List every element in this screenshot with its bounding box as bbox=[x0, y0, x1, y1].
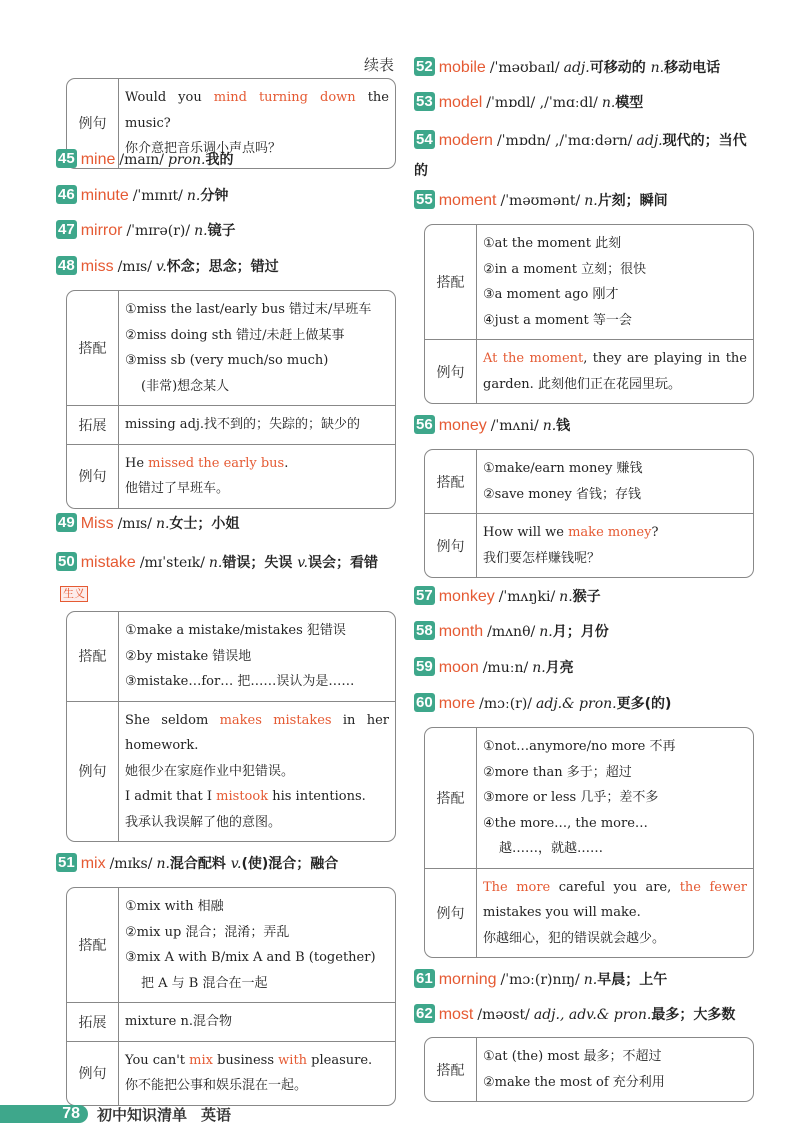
text-segment: the music? bbox=[125, 90, 389, 131]
usage-table bbox=[66, 611, 396, 842]
definition bbox=[194, 223, 235, 239]
row-content bbox=[477, 1038, 753, 1101]
content-line bbox=[125, 1073, 389, 1099]
text-segment: ①at the moment 此刻 bbox=[483, 236, 622, 251]
text-segment: careful you are, bbox=[550, 879, 680, 895]
row-content bbox=[477, 869, 753, 958]
usage-table bbox=[424, 224, 754, 404]
highlighted-phrase: with bbox=[278, 1052, 308, 1068]
headword: miss bbox=[80, 258, 114, 275]
definition bbox=[168, 152, 234, 168]
headword: monkey bbox=[438, 588, 495, 605]
row-content bbox=[477, 450, 753, 513]
phonetic: /ˈmɪrə(r)/ bbox=[126, 223, 191, 239]
text-segment: 你越细心，犯的错误就会越少。 bbox=[483, 930, 666, 946]
text-segment: She seldom bbox=[125, 712, 220, 728]
content-line bbox=[125, 476, 389, 502]
text-segment: his intentions. bbox=[268, 789, 366, 804]
phonetic: /ˈmʌni/ bbox=[490, 418, 539, 434]
meaning: 月亮 bbox=[545, 660, 574, 676]
definition bbox=[532, 660, 573, 676]
content-line bbox=[483, 811, 747, 837]
text-segment: (非常)想念某人 bbox=[141, 378, 230, 394]
table-row bbox=[425, 513, 753, 577]
row-content bbox=[119, 702, 395, 842]
text-segment: ②save money 省钱；存钱 bbox=[483, 486, 641, 502]
meaning: 模型 bbox=[615, 95, 644, 111]
page-number: 78 bbox=[0, 1105, 88, 1123]
word-entry bbox=[414, 968, 667, 991]
text-segment: business bbox=[212, 1052, 279, 1068]
phonetic: /ˈməʊbaɪl/ bbox=[489, 60, 560, 76]
entry-number-badge: 56 bbox=[416, 416, 433, 433]
text-segment: ④just a moment 等一会 bbox=[483, 312, 632, 328]
word-entry bbox=[414, 692, 671, 715]
row-label: 例句 bbox=[67, 702, 119, 842]
definition bbox=[187, 188, 228, 204]
content-line bbox=[125, 945, 389, 971]
sense-tag: 生义 bbox=[60, 586, 88, 602]
row-content bbox=[477, 225, 753, 339]
highlighted-phrase: At the moment bbox=[483, 351, 584, 366]
text-segment: ③a moment ago 刚才 bbox=[483, 287, 619, 302]
table-row bbox=[67, 888, 395, 1002]
content-line bbox=[483, 900, 747, 926]
part-of-speech: adj.& pron. bbox=[536, 696, 617, 712]
word-entry bbox=[414, 91, 643, 114]
text-segment: 你不能把公事和娱乐混在一起。 bbox=[125, 1078, 308, 1093]
entry-number-badge: 60 bbox=[416, 694, 433, 711]
content-line bbox=[125, 784, 389, 810]
definition bbox=[584, 193, 667, 209]
row-content bbox=[119, 406, 395, 444]
phonetic: /mɪks/ bbox=[109, 856, 153, 872]
phonetic: /maɪn/ bbox=[119, 152, 164, 168]
part-of-speech: n. bbox=[156, 856, 170, 872]
part-of-speech: n. bbox=[208, 555, 223, 571]
text-segment: ②by mistake 错误地 bbox=[125, 648, 252, 664]
headword: mine bbox=[80, 151, 116, 168]
text-segment: mixture n.混合物 bbox=[125, 1014, 232, 1029]
usage-table bbox=[424, 449, 754, 578]
content-line bbox=[125, 374, 389, 400]
row-label: 拓展 bbox=[67, 406, 119, 444]
word-entry bbox=[414, 620, 609, 643]
row-label: 例句 bbox=[425, 514, 477, 577]
part-of-speech: v. bbox=[230, 856, 242, 872]
text-segment: 你介意把音乐调小声点吗？ bbox=[125, 141, 282, 156]
part-of-speech: n. bbox=[583, 972, 598, 988]
highlighted-phrase: missed the early bus bbox=[148, 455, 285, 471]
meaning: 混合配料 bbox=[169, 856, 226, 872]
part-of-speech: n. bbox=[186, 188, 201, 204]
row-label: 搭配 bbox=[425, 1038, 477, 1101]
entry-number-badge: 53 bbox=[416, 93, 433, 110]
content-line bbox=[483, 734, 747, 760]
meaning: 可移动的 bbox=[589, 60, 646, 76]
row-label: 搭配 bbox=[425, 728, 477, 868]
entry-number-badge: 57 bbox=[416, 587, 433, 604]
content-line bbox=[483, 546, 747, 572]
headword: most bbox=[438, 1006, 474, 1023]
content-line bbox=[483, 456, 747, 482]
text-segment: in her bbox=[331, 712, 389, 728]
table-row bbox=[67, 1041, 395, 1105]
part-of-speech: n. bbox=[539, 624, 553, 640]
word-entry bbox=[56, 148, 234, 171]
part-of-speech: n. bbox=[601, 95, 616, 111]
phonetic: /ˈməʊmənt/ bbox=[500, 193, 581, 209]
content-line bbox=[483, 836, 747, 862]
part-of-speech: adj. bbox=[636, 133, 663, 149]
word-entry bbox=[414, 126, 749, 186]
meaning: 我的 bbox=[205, 152, 234, 168]
right-column bbox=[414, 0, 754, 1100]
part-of-speech: n. bbox=[542, 418, 557, 434]
table-row bbox=[425, 225, 753, 339]
part-of-speech: n. bbox=[559, 589, 573, 605]
highlighted-phrase: mind turning down bbox=[213, 90, 356, 105]
text-segment: 把 A 与 B 混合在一起 bbox=[141, 975, 268, 991]
meaning: 镜子 bbox=[207, 223, 236, 239]
entry-number-badge: 54 bbox=[416, 131, 433, 148]
entry-number-badge: 58 bbox=[416, 622, 433, 639]
row-content bbox=[477, 514, 753, 577]
footer-title bbox=[97, 1104, 245, 1125]
content-line bbox=[125, 451, 389, 477]
content-line bbox=[483, 257, 747, 283]
table-row bbox=[425, 1038, 753, 1101]
entry-number-badge: 55 bbox=[416, 191, 433, 208]
phonetic: /mɪs/ bbox=[117, 259, 152, 275]
meaning: 女士；小姐 bbox=[169, 516, 240, 532]
usage-table bbox=[424, 727, 754, 958]
entry-number-badge: 62 bbox=[416, 1005, 433, 1022]
word-entry bbox=[56, 548, 391, 608]
meaning: 片刻；瞬间 bbox=[597, 193, 668, 209]
text-segment: . bbox=[284, 455, 289, 471]
row-label: 搭配 bbox=[67, 612, 119, 701]
left-column bbox=[56, 0, 396, 1100]
phonetic: /mʌnθ/ bbox=[487, 624, 536, 640]
text-segment: ③miss sb (very much/so much) bbox=[125, 353, 329, 368]
meaning: 错误；失误 bbox=[222, 555, 293, 571]
content-line bbox=[125, 708, 389, 734]
row-label: 搭配 bbox=[67, 888, 119, 1002]
phonetic: /ˈmɒdl/ ,/ˈmɑːdl/ bbox=[486, 95, 598, 111]
headword: month bbox=[438, 623, 484, 640]
text-segment: ④the more…, the more… bbox=[483, 815, 648, 831]
definition bbox=[539, 624, 608, 640]
entry-number-badge: 52 bbox=[416, 58, 433, 75]
headword: modern bbox=[438, 132, 493, 149]
word-entry bbox=[56, 184, 228, 207]
content-line bbox=[483, 231, 747, 257]
meaning: 猴子 bbox=[572, 589, 601, 605]
headword: minute bbox=[80, 187, 129, 204]
highlighted-phrase: the fewer bbox=[679, 879, 747, 895]
word-entry bbox=[414, 189, 668, 212]
headword: mistake bbox=[80, 554, 136, 571]
content-line bbox=[125, 644, 389, 670]
content-line bbox=[125, 971, 389, 997]
headword: mirror bbox=[80, 222, 123, 239]
part-of-speech: n. bbox=[194, 223, 208, 239]
part-of-speech: n. bbox=[532, 660, 546, 676]
text-segment: 我们要怎样赚钱呢？ bbox=[483, 550, 601, 566]
row-label: 例句 bbox=[425, 869, 477, 958]
part-of-speech: n. bbox=[155, 516, 170, 532]
content-line bbox=[483, 875, 747, 901]
text-segment: 越……，就越…… bbox=[499, 841, 604, 856]
phonetic: /ˈmɔː(r)nɪŋ/ bbox=[500, 972, 580, 988]
content-line bbox=[125, 1009, 389, 1035]
entry-number-badge: 45 bbox=[58, 150, 75, 167]
definition bbox=[564, 60, 720, 76]
word-entry bbox=[414, 656, 574, 679]
headword: moment bbox=[438, 192, 497, 209]
row-content bbox=[119, 612, 395, 701]
usage-table bbox=[66, 887, 396, 1106]
content-line bbox=[483, 482, 747, 508]
part-of-speech: v. bbox=[297, 555, 308, 571]
content-line bbox=[125, 733, 389, 759]
content-line bbox=[125, 810, 389, 836]
word-entry bbox=[414, 56, 720, 79]
text-segment: Would you bbox=[125, 90, 214, 105]
row-content bbox=[477, 340, 753, 403]
row-label: 搭配 bbox=[425, 225, 477, 339]
word-entry bbox=[414, 585, 601, 608]
usage-table bbox=[424, 1037, 754, 1102]
highlighted-phrase: The more bbox=[483, 879, 551, 895]
text-segment: mistakes you will make. bbox=[483, 905, 641, 920]
table-row bbox=[67, 291, 395, 405]
part-of-speech: v. bbox=[155, 259, 167, 275]
entry-number-badge: 49 bbox=[58, 514, 75, 531]
content-line bbox=[125, 618, 389, 644]
part-of-speech: pron. bbox=[167, 152, 206, 168]
text-segment: 我承认我误解了他的意图。 bbox=[125, 814, 282, 830]
subject: 英语 bbox=[201, 1106, 232, 1124]
definition bbox=[156, 516, 239, 532]
entry-number-badge: 50 bbox=[58, 553, 75, 570]
meaning: (使)混合；融合 bbox=[241, 856, 339, 872]
headword: moon bbox=[438, 659, 479, 676]
word-entry bbox=[56, 255, 279, 278]
row-content bbox=[119, 1042, 395, 1105]
text-segment: 他错过了早班车。 bbox=[125, 481, 230, 496]
part-of-speech: adj., adv.& pron. bbox=[533, 1007, 652, 1023]
phonetic: /mɪs/ bbox=[117, 516, 152, 532]
table-row bbox=[425, 868, 753, 958]
text-segment: He bbox=[125, 455, 149, 471]
phonetic: /ˈmɪnɪt/ bbox=[132, 188, 183, 204]
content-line bbox=[125, 323, 389, 349]
row-label: 例句 bbox=[67, 79, 119, 168]
phonetic: /məʊst/ bbox=[477, 1007, 530, 1023]
definition bbox=[156, 259, 279, 275]
book-title: 初中知识清单 bbox=[97, 1106, 188, 1124]
meaning: 月；月份 bbox=[552, 624, 609, 640]
text-segment: You can't bbox=[125, 1052, 190, 1068]
text-segment: pleasure. bbox=[307, 1052, 373, 1068]
entry-number-badge: 61 bbox=[416, 970, 433, 987]
text-segment: missing adj.找不到的；失踪的；缺少的 bbox=[125, 417, 361, 432]
text-segment: ①make a mistake/mistakes 犯错误 bbox=[125, 623, 346, 638]
headword: mix bbox=[80, 855, 106, 872]
word-entry bbox=[414, 1003, 735, 1026]
meaning: 钱 bbox=[556, 418, 571, 434]
content-line bbox=[483, 760, 747, 786]
content-line bbox=[483, 926, 747, 952]
word-entry bbox=[414, 414, 570, 437]
row-content bbox=[119, 1003, 395, 1041]
meaning: 怀念；思念；错过 bbox=[166, 259, 279, 275]
headword: money bbox=[438, 417, 487, 434]
content-line bbox=[125, 669, 389, 695]
text-segment: I admit that I bbox=[125, 789, 217, 804]
text-segment: ①not…anymore/no more 不再 bbox=[483, 739, 676, 754]
usage-table bbox=[66, 290, 396, 509]
text-segment: garden. 此刻他们正在花园里玩。 bbox=[483, 376, 681, 392]
meaning: 现代的；当代的 bbox=[414, 133, 747, 179]
headword: morning bbox=[438, 971, 497, 988]
table-row bbox=[425, 728, 753, 868]
content-line bbox=[483, 346, 747, 372]
definition bbox=[543, 418, 570, 434]
entry-number-badge: 47 bbox=[58, 221, 75, 238]
table-row bbox=[67, 444, 395, 508]
meaning: 更多(的) bbox=[616, 696, 672, 712]
content-line bbox=[483, 282, 747, 308]
meaning: 最多；大多数 bbox=[651, 1007, 736, 1023]
phonetic: /ˈmɒdn/ ,/ˈmɑːdərn/ bbox=[496, 133, 633, 149]
content-line bbox=[483, 1070, 747, 1096]
highlighted-phrase: make money bbox=[568, 525, 652, 540]
word-entry bbox=[56, 852, 338, 875]
text-segment: ②miss doing sth 错过/未赶上做某事 bbox=[125, 327, 345, 343]
definition bbox=[536, 696, 671, 712]
table-row bbox=[425, 339, 753, 403]
word-entry bbox=[56, 512, 239, 535]
text-segment: ③mistake…for… 把……误认为是…… bbox=[125, 674, 355, 689]
text-segment: ? bbox=[651, 525, 659, 540]
content-line bbox=[125, 894, 389, 920]
content-line bbox=[483, 1044, 747, 1070]
text-segment: homework. bbox=[125, 738, 199, 753]
content-line bbox=[125, 85, 389, 136]
meaning: 误会；看错 bbox=[307, 555, 378, 571]
row-content bbox=[477, 728, 753, 868]
highlighted-phrase: makes mistakes bbox=[219, 712, 332, 728]
content-line bbox=[125, 759, 389, 785]
text-segment: 她很少在家庭作业中犯错误。 bbox=[125, 763, 295, 779]
content-line bbox=[125, 1048, 389, 1074]
table-row bbox=[425, 450, 753, 513]
text-segment: How will we bbox=[483, 525, 569, 540]
content-line bbox=[483, 308, 747, 334]
text-segment: ①at (the) most 最多；不超过 bbox=[483, 1049, 662, 1064]
part-of-speech: n. bbox=[584, 193, 598, 209]
row-label: 例句 bbox=[67, 445, 119, 508]
text-segment: ②make the most of 充分利用 bbox=[483, 1074, 665, 1090]
row-content bbox=[119, 888, 395, 1002]
content-line bbox=[483, 372, 747, 398]
highlighted-phrase: mistook bbox=[216, 789, 269, 804]
table-row bbox=[67, 612, 395, 701]
row-label: 搭配 bbox=[67, 291, 119, 405]
phonetic: /ˈmʌŋki/ bbox=[498, 589, 556, 605]
content-line bbox=[125, 348, 389, 374]
definition bbox=[602, 95, 643, 111]
entry-number-badge: 51 bbox=[58, 854, 75, 871]
meaning: 分钟 bbox=[200, 188, 229, 204]
definition bbox=[534, 1007, 735, 1023]
row-label: 例句 bbox=[425, 340, 477, 403]
phonetic: /muːn/ bbox=[482, 660, 529, 676]
text-segment: , they are playing in the bbox=[583, 351, 747, 366]
text-segment: ②in a moment 立刻；很快 bbox=[483, 261, 647, 277]
part-of-speech: n. bbox=[650, 60, 665, 76]
entry-number-badge: 48 bbox=[58, 257, 75, 274]
definition bbox=[156, 856, 338, 872]
text-segment: ③more or less 几乎；差不多 bbox=[483, 790, 659, 805]
highlighted-phrase: mix bbox=[189, 1052, 213, 1068]
row-content bbox=[119, 445, 395, 508]
headword: mobile bbox=[438, 59, 486, 76]
table-row bbox=[67, 701, 395, 842]
text-segment: ①mix with 相融 bbox=[125, 899, 224, 914]
content-line bbox=[125, 412, 389, 438]
headword: model bbox=[438, 94, 483, 111]
meaning: 移动电话 bbox=[664, 60, 721, 76]
row-label: 拓展 bbox=[67, 1003, 119, 1041]
content-line bbox=[125, 920, 389, 946]
definition bbox=[584, 972, 667, 988]
table-row bbox=[67, 1002, 395, 1041]
continued-label: 续表 bbox=[364, 56, 395, 74]
entry-number-badge: 46 bbox=[58, 186, 75, 203]
text-segment: ②mix up 混合；混淆；弄乱 bbox=[125, 924, 290, 940]
table-row bbox=[67, 405, 395, 444]
row-label: 搭配 bbox=[425, 450, 477, 513]
word-entry bbox=[56, 219, 236, 242]
row-label: 例句 bbox=[67, 1042, 119, 1105]
text-segment: ③mix A with B/mix A and B (together) bbox=[125, 950, 376, 965]
content-line bbox=[125, 297, 389, 323]
row-content bbox=[119, 291, 395, 405]
phonetic: /mɪˈsteɪk/ bbox=[139, 555, 205, 571]
definition bbox=[559, 589, 600, 605]
content-line bbox=[483, 785, 747, 811]
meaning: 早晨；上午 bbox=[597, 972, 668, 988]
content-line bbox=[483, 520, 747, 546]
phonetic: /mɔː(r)/ bbox=[479, 696, 533, 712]
entry-number-badge: 59 bbox=[416, 658, 433, 675]
text-segment: ①make/earn money 赚钱 bbox=[483, 461, 643, 476]
part-of-speech: adj. bbox=[563, 60, 590, 76]
text-segment: ②more than 多于；超过 bbox=[483, 764, 632, 780]
text-segment: ①miss the last/early bus 错过末/早班车 bbox=[125, 302, 372, 317]
headword: more bbox=[438, 695, 476, 712]
headword: Miss bbox=[80, 515, 114, 532]
